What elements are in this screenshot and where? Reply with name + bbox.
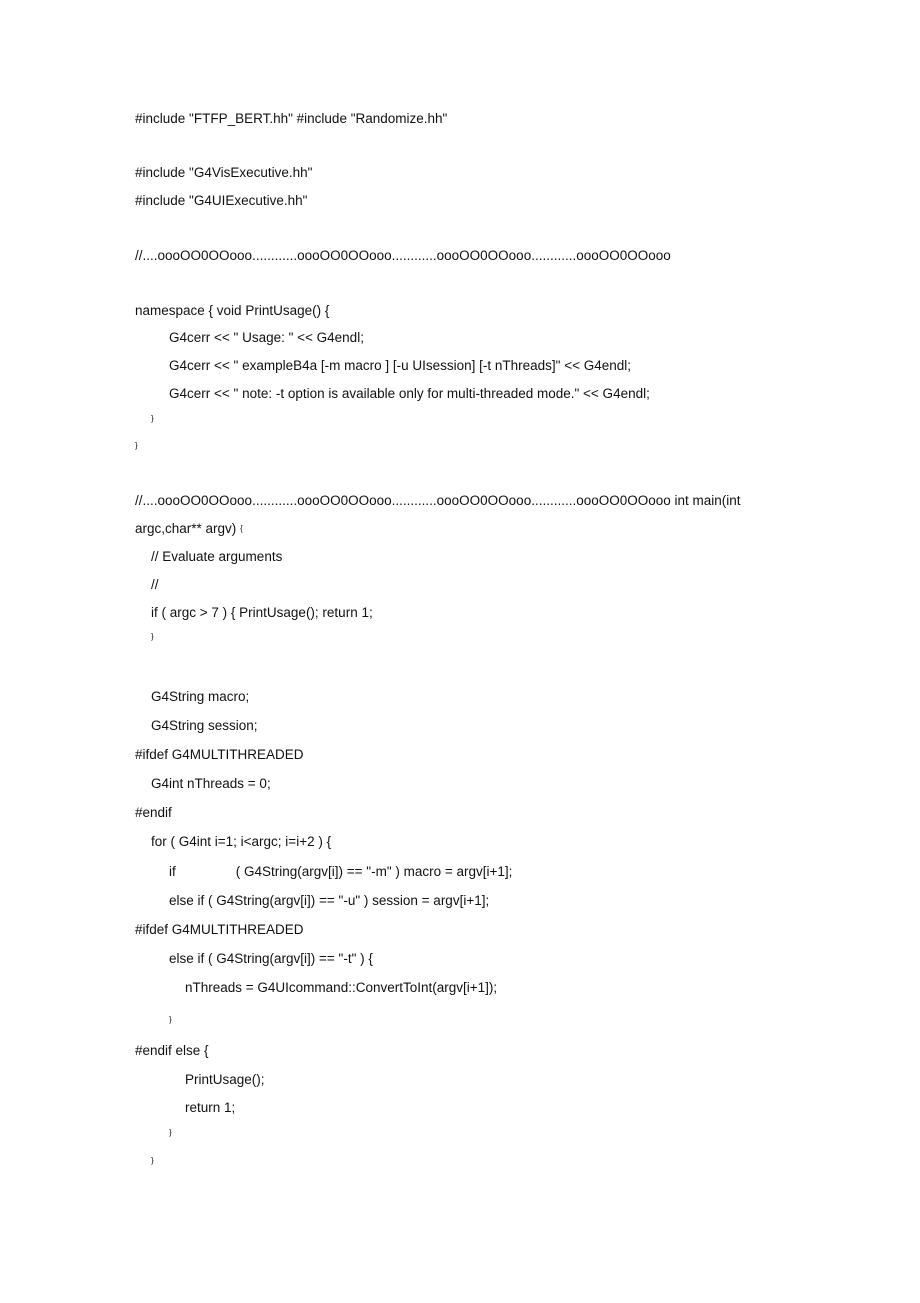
- code-text: ( G4String(argv[i]) == "-m" ) macro = argv[i+1];: [235, 864, 513, 879]
- code-line: for ( G4int i=1; i<argc; i=i+2 ) {: [151, 834, 332, 849]
- code-line: else if ( G4String(argv[i]) == "-u" ) session = argv[i+1];: [169, 893, 490, 908]
- code-line: nThreads = G4UIcommand::ConvertToInt(argv[i+1]);: [185, 980, 498, 995]
- preprocessor-line: #ifdef G4MULTITHREADED: [135, 747, 304, 762]
- code-line: #include "G4UIExecutive.hh": [135, 193, 308, 208]
- closing-brace: }: [151, 414, 154, 423]
- closing-brace: }: [151, 632, 154, 641]
- separator-comment: //....oooOO0OOooo............oooOO0OOooo............oooOO0OOooo............oooOO0OOooo: [135, 248, 671, 263]
- closing-brace: }: [135, 441, 138, 450]
- preprocessor-line: #endif else {: [135, 1043, 209, 1058]
- closing-brace: }: [169, 1128, 172, 1137]
- code-line: #include "FTFP_BERT.hh" #include "Randomize.hh": [135, 111, 448, 126]
- code-line: return 1;: [185, 1100, 236, 1115]
- preprocessor-line: #endif: [135, 805, 172, 820]
- code-line: #include "G4VisExecutive.hh": [135, 165, 313, 180]
- code-line: G4cerr << " exampleB4a [-m macro ] [-u UIsession] [-t nThreads]" << G4endl;: [169, 358, 632, 373]
- keyword-if: if: [169, 864, 176, 879]
- code-line: namespace { void PrintUsage() {: [135, 303, 330, 318]
- code-line: if ( argc > 7 ) { PrintUsage(); return 1;: [151, 605, 373, 620]
- code-line: [135, 521, 243, 537]
- code-line: G4String macro;: [151, 689, 250, 704]
- code-line: PrintUsage();: [185, 1072, 265, 1087]
- code-line: G4cerr << " Usage: " << G4endl;: [169, 330, 364, 345]
- code-line: G4cerr << " note: -t option is available only for multi-threaded mode." << G4endl;: [169, 386, 650, 401]
- code-line: G4int nThreads = 0;: [151, 776, 271, 791]
- preprocessor-line: #ifdef G4MULTITHREADED: [135, 922, 304, 937]
- closing-brace: }: [151, 1156, 154, 1165]
- code-line: else if ( G4String(argv[i]) == "-t" ) {: [169, 951, 373, 966]
- separator-comment: //....oooOO0OOooo............oooOO0OOooo............oooOO0OOooo............oooOO0OOooo int main(int: [135, 493, 741, 508]
- code-text: argc,char** argv): [135, 521, 237, 536]
- comment-line: // Evaluate arguments: [151, 549, 283, 564]
- code-line: G4String session;: [151, 718, 258, 733]
- closing-brace: }: [169, 1015, 172, 1024]
- code-line: [169, 864, 512, 880]
- opening-brace: {: [240, 524, 243, 533]
- comment-line: //: [151, 577, 159, 592]
